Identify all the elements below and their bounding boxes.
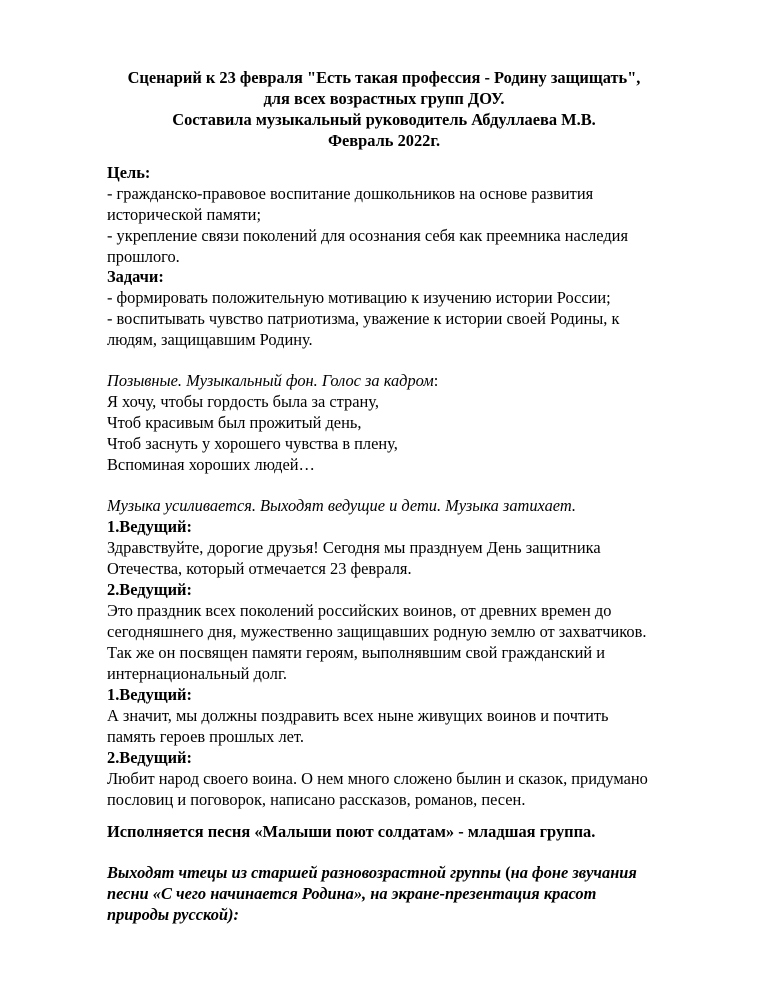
author-line: Составила музыкальный руководитель Абдуллаева М.В. <box>172 110 596 129</box>
speech-line: Так же он посвящен памяти героям, выполнявшим свой гражданский и <box>107 643 606 662</box>
goal-line: исторической памяти; <box>107 205 261 224</box>
readers-line-2: песни «С чего начинается Родина», на экране-презентация красот <box>107 884 597 903</box>
speech-line: пословиц и поговорок, написано рассказов, романов, песен. <box>107 790 526 809</box>
speech-line: Любит народ своего воина. О нем много сложено былин и сказок, придумано <box>107 769 648 788</box>
goal-line: - укрепление связи поколений для осознания себя как преемника наследия <box>107 226 628 245</box>
date-line: Февраль 2022г. <box>327 131 441 150</box>
readers-direction-text: Выходят чтецы из старшей разновозрастной группы <box>107 863 502 882</box>
poem-line: Я хочу, чтобы гордость была за страну, <box>107 392 379 411</box>
intro-colon: : <box>433 371 439 390</box>
poem-line: Вспоминая хороших людей… <box>107 455 315 474</box>
readers-line-1 <box>107 862 637 883</box>
tasks-line: людям, защищавшим Родину. <box>107 330 313 349</box>
title-line-2: для всех возрастных групп ДОУ. <box>263 89 505 108</box>
title-line-1: Сценарий к 23 февраля "Есть такая профессия - Родину защищать", <box>127 68 641 87</box>
intro-direction <box>107 370 438 391</box>
speaker-label: 1.Ведущий: <box>107 685 192 704</box>
scene-direction: Музыка усиливается. Выходят ведущие и дети. Музыка затихает. <box>107 496 577 515</box>
readers-direction-text: на фоне звучания <box>510 863 637 882</box>
speaker-label: 2.Ведущий: <box>107 748 192 767</box>
intro-direction-text: Позывные. Музыкальный фон. Голос за кадром <box>107 371 434 390</box>
poem-line: Чтоб заснуть у хорошего чувства в плену, <box>107 434 398 453</box>
speech-line: сегодняшнего дня, мужественно защищавших родную землю от захватчиков. <box>107 622 647 641</box>
poem-line: Чтоб красивым был прожитый день, <box>107 413 362 432</box>
speech-line: Это праздник всех поколений российских воинов, от древних времен до <box>107 601 612 620</box>
speaker-label: 2.Ведущий: <box>107 580 192 599</box>
speech-line: А значит, мы должны поздравить всех ныне живущих воинов и почтить <box>107 706 609 725</box>
speech-line: интернациональный долг. <box>107 664 287 683</box>
speech-line: Здравствуйте, дорогие друзья! Сегодня мы празднуем День защитника <box>107 538 601 557</box>
goal-heading: Цель: <box>107 163 151 182</box>
goal-line: - гражданско-правовое воспитание дошкольников на основе развития <box>107 184 594 203</box>
tasks-line: - формировать положительную мотивацию к изучению истории России; <box>107 288 611 307</box>
goal-line: прошлого. <box>107 247 180 266</box>
speech-line: Отечества, который отмечается 23 февраля. <box>107 559 412 578</box>
tasks-heading: Задачи: <box>107 267 164 286</box>
tasks-line: - воспитывать чувство патриотизма, уважение к истории своей Родины, к <box>107 309 620 328</box>
speech-line: память героев прошлых лет. <box>107 727 304 746</box>
readers-paren: ( <box>501 863 511 882</box>
song-announcement: Исполняется песня «Малыши поют солдатам» - младшая группа. <box>107 822 596 841</box>
speaker-label: 1.Ведущий: <box>107 517 192 536</box>
readers-line-3: природы русской): <box>107 905 239 924</box>
